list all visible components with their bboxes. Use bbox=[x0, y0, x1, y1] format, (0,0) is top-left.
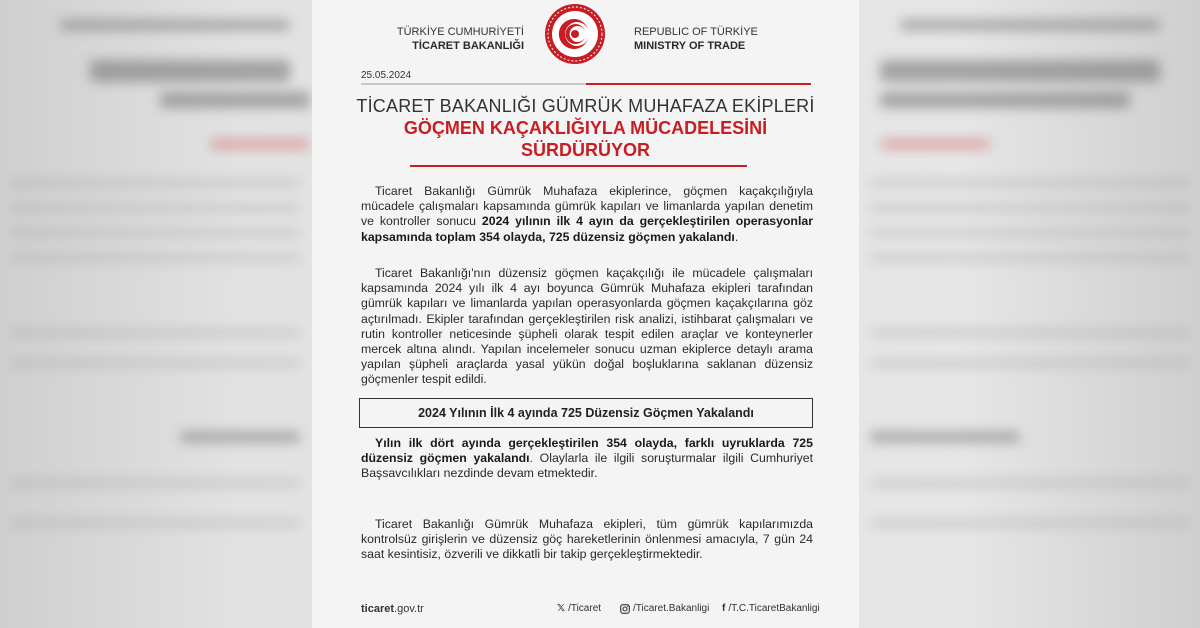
instagram-link[interactable] bbox=[620, 603, 709, 614]
release-date: 25.05.2024 bbox=[361, 70, 412, 81]
site-bold: ticaret bbox=[361, 603, 395, 615]
paragraph-3-text: . Olaylarla ile ilgili soruşturmalar ilgili Cumhuriyet Başsavcılıkları nezdinde devam etmektedir. bbox=[361, 451, 813, 481]
paragraph-2-text: Ticaret Bakanlığı'nın düzensiz göçmen kaçakçılığı ile mücadele çalışmaları kapsamında 2024 yılı ilk 4 ayı boyunca Gümrük Muhafaza ekipleri tarafından gümrük kapıları ve limanlarda yapılan operasyonlarda göçmen kaçakçılarına göz açtırılmadı. Ekipler tarafından gerçekleştirilen risk analizi, istihbarat çalışmaları ve rutin kontroller neticesinde şüpheli olarak tespit edilen araçlar ve konteynerler mercek altına alındı. Yapılan incelemeler sonucu uzman ekiplerce detaylı arama yapılan şüpheli araçlarda yasal yükün doğal boşluklarına saklanan düzensiz göçmenler tespit edildi. bbox=[361, 266, 813, 387]
ministry-emblem-icon bbox=[544, 3, 606, 65]
footer bbox=[312, 600, 859, 620]
paragraph-2 bbox=[361, 266, 813, 388]
title-line-3: SÜRDÜRÜYOR bbox=[520, 140, 650, 160]
paragraph-1 bbox=[361, 184, 813, 245]
highlight-box: 2024 Yılının İlk 4 ayında 725 Düzensiz Göçmen Yakalandı bbox=[359, 398, 813, 428]
x-link[interactable] bbox=[557, 603, 601, 614]
facebook-handle: /T.C.TicaretBakanligi bbox=[728, 603, 820, 614]
org-tr-line1: TÜRKİYE CUMHURİYETİ bbox=[396, 26, 524, 38]
paragraph-4 bbox=[361, 517, 813, 563]
paragraph-3 bbox=[361, 436, 813, 482]
paragraph-1-bold: 2024 yılının ilk 4 ayın da gerçekleştirilen operasyonlar kapsamında toplam 354 olayda, 725 düzensiz göçmen yakalandı bbox=[361, 214, 813, 244]
facebook-icon: f bbox=[722, 603, 726, 614]
facebook-link[interactable] bbox=[722, 603, 820, 614]
org-name-english bbox=[634, 25, 758, 53]
org-name-turkish bbox=[397, 25, 524, 53]
paragraph-3-bold: Yılın ilk dört ayında gerçekleştirilen 354 olayda, farklı uyruklarda 725 düzensiz göçmen yakalandı bbox=[361, 436, 813, 466]
title-divider bbox=[410, 165, 747, 167]
website-link[interactable] bbox=[361, 603, 424, 615]
top-divider bbox=[361, 83, 811, 85]
x-handle: /Ticaret bbox=[568, 603, 602, 614]
org-en-line1: REPUBLIC OF TÜRKİYE bbox=[634, 26, 758, 38]
paragraph-1-end: . bbox=[734, 229, 739, 244]
press-release-document bbox=[312, 0, 859, 628]
instagram-handle: /Ticaret.Bakanligi bbox=[633, 603, 710, 614]
header bbox=[312, 0, 859, 70]
site-rest: .gov.tr bbox=[394, 603, 424, 615]
paragraph-1-text: Ticaret Bakanlığı Gümrük Muhafaza ekiplerince, göçmen kaçakçılığıyla mücadele çalışmaları kapsamında gümrük kapıları ve limanlarda yapılan denetim ve kontroller sonucu bbox=[361, 184, 813, 229]
org-tr-line2: TİCARET BAKANLIĞI bbox=[412, 40, 524, 52]
title-line-2: GÖÇMEN KAÇAKLIĞIYLA MÜCADELESİNİ bbox=[403, 118, 768, 138]
instagram-icon bbox=[620, 604, 630, 614]
org-en-line2: MINISTRY OF TRADE bbox=[634, 40, 746, 52]
paragraph-4-text: Ticaret Bakanlığı Gümrük Muhafaza ekipleri, tüm gümrük kapılarımızda kontrolsüz girişlerin ve düzensiz göç hareketlerinin önlenmesi amacıyla, 7 gün 24 saat kesintisiz, özverili ve dikkatli bir takip gerçekleştirmektedir. bbox=[361, 517, 813, 562]
title-line-1: TİCARET BAKANLIĞI GÜMRÜK MUHAFAZA EKİPLERİ bbox=[356, 96, 815, 116]
x-logo-icon: 𝕏 bbox=[557, 603, 566, 614]
